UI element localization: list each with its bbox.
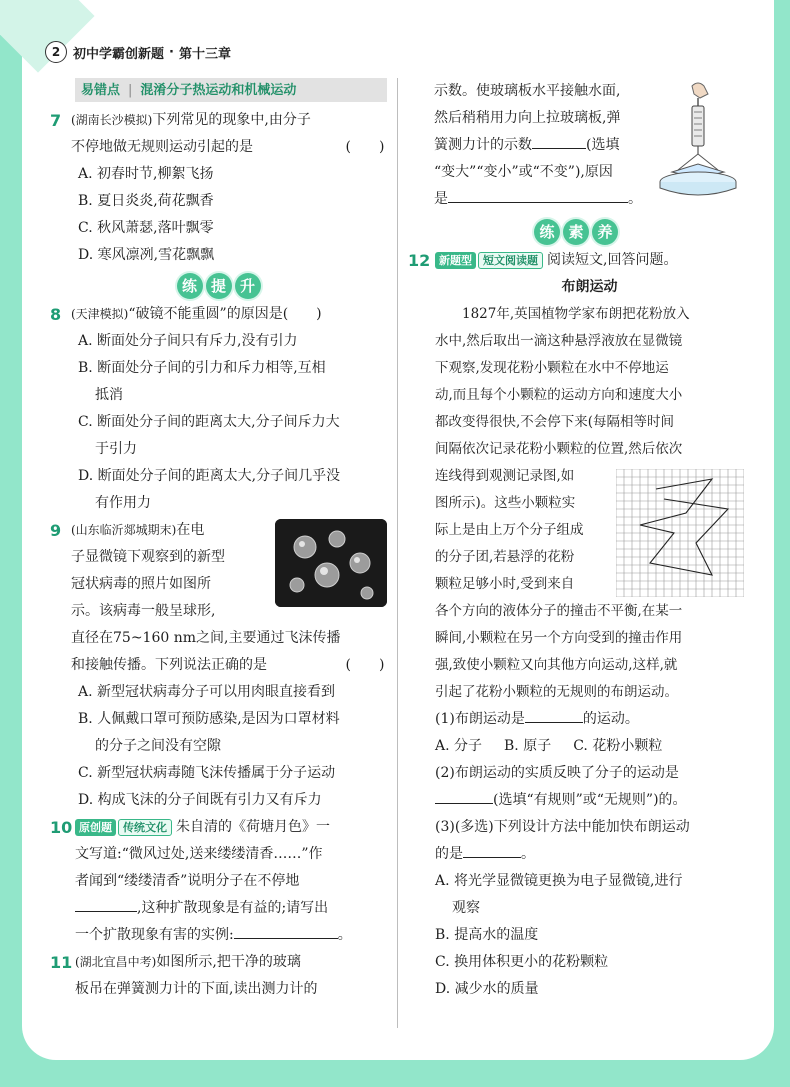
page-number: 2 (45, 41, 67, 63)
option (64, 328, 387, 355)
option-text: B. 人佩戴口罩可预防感染,是因为口罩材料 (78, 711, 340, 727)
article-line: 际上是由上万个分子组成 (435, 522, 584, 538)
right-column (408, 78, 744, 1003)
chapter-title: 第十三章 (178, 46, 231, 62)
sub-question: (2)布朗运动的实质反映了分子的运动是 (435, 765, 679, 781)
page-header (45, 41, 231, 63)
option-text-cont: 于引力 (95, 441, 137, 457)
question-number: 8 (50, 305, 62, 324)
option-text: B. 断面处分子间的引力和斥力相等,互相 (78, 360, 326, 376)
option-text-cont: 抵消 (95, 387, 123, 403)
question-10 (50, 814, 387, 949)
question-stem: 一个扩散现象有害的实例: (75, 927, 234, 943)
option: A. 初春时节,柳絮飞扬 (78, 166, 214, 182)
option: C. 花粉小颗粒 (573, 738, 663, 754)
question-stem: 不停地做无规则运动引起的是 (71, 139, 253, 155)
question-source: (山东临沂郯城期末) (71, 523, 177, 537)
sub-question: 的是 (435, 846, 463, 862)
answer-blank[interactable] (234, 922, 338, 939)
question-stem: 簧测力计的示数 (434, 137, 532, 153)
question-stem: 如图所示,把干净的玻璃 (156, 954, 301, 970)
culture-tag: 传统文化 (118, 819, 172, 836)
question-9 (50, 517, 387, 814)
article-line: 下观察,发现花粉小颗粒在水中不停地运 (435, 360, 669, 376)
article-line: 各个方向的液体分子的撞击不平衡,在某一 (435, 603, 683, 619)
section-char: 升 (235, 273, 261, 299)
question-stem: 示。该病毒一般呈球形, (71, 603, 216, 619)
question-source: (天津模拟) (71, 307, 129, 321)
sub-question: (1)布朗运动是 (435, 711, 525, 727)
option (64, 463, 387, 517)
original-tag: 原创题 (75, 819, 116, 836)
brownian-motion-grid-figure (616, 469, 744, 597)
answer-blank[interactable] (532, 132, 586, 149)
section-lian-su-yang (408, 219, 744, 245)
question-stem: 阅读短文,回答问题。 (547, 252, 678, 268)
article-line: 颗粒足够小时,受到来自 (435, 576, 575, 592)
reading-tag: 短文阅读题 (478, 252, 543, 269)
sub-question: 的运动。 (582, 711, 639, 727)
option: B. 提高水的温度 (435, 927, 539, 943)
question-number: 12 (408, 251, 431, 270)
sub-question: (3)(多选)下列设计方法中能加快布朗运动 (435, 819, 690, 835)
option (64, 679, 387, 706)
punct: 。 (337, 927, 352, 943)
question-source: (湖南长沙模拟) (71, 113, 153, 127)
option (64, 706, 387, 760)
question-stem: 在电 (176, 522, 205, 538)
question-number: 9 (50, 521, 62, 540)
question-stem: 者闻到“缕缕清香”说明分子在不停地 (75, 873, 300, 889)
question-stem: 然后稍稍用力向上拉玻璃板,弹 (434, 110, 621, 126)
option-text: A. 断面处分子间只有斥力,没有引力 (78, 333, 298, 349)
answer-blank[interactable] (435, 787, 493, 804)
section-char: 练 (534, 219, 560, 245)
question-12 (408, 247, 744, 1003)
question-11 (50, 949, 387, 1003)
book-title: 初中学霸创新题 (73, 46, 165, 62)
option-text-cont: 观察 (452, 900, 480, 916)
spring-scale-figure (652, 80, 744, 198)
section-char: 练 (177, 273, 203, 299)
question-stem: 是 (434, 191, 448, 207)
option-text: A. 将光学显微镜更换为电子显微镜,进行 (435, 873, 683, 889)
option-text: D. 断面处分子间的距离太大,分子间几乎没 (78, 468, 341, 484)
article-line: 都改变得很快,不会停下来(每隔相等时间 (435, 414, 675, 430)
question-number: 7 (50, 111, 62, 130)
article-line: 间隔依次记录花粉小颗粒的位置,然后依次 (435, 441, 683, 457)
option-text-cont: 有作用力 (95, 495, 151, 511)
option: C. 换用体积更小的花粉颗粒 (435, 954, 609, 970)
option-text-cont: 的分子之间没有空隙 (95, 738, 221, 754)
article-body (435, 301, 744, 706)
question-number: 11 (50, 953, 73, 972)
option (435, 868, 744, 922)
question-number: 10 (50, 818, 73, 837)
question-7 (50, 107, 387, 269)
question-stem: 子显微镜下观察到的新型 (71, 549, 225, 565)
option-text: C. 新型冠状病毒随飞沫传播属于分子运动 (78, 765, 336, 781)
question-stem: ,这种扩散现象是有益的;请写出 (137, 900, 329, 916)
answer-blank[interactable] (448, 186, 628, 203)
option (64, 760, 387, 787)
option (64, 355, 387, 409)
error-point-label: 易错点 (81, 82, 121, 98)
article-line: 引起了花粉小颗粒的无规则的布朗运动。 (435, 684, 678, 700)
article-line: 瞬间,小颗粒在另一个方向受到的撞击作用 (435, 630, 683, 646)
left-column (50, 78, 387, 1003)
question-stem: 直径在75~160 nm之间,主要通过飞沫传播 (71, 630, 341, 646)
article-line: 水中,然后取出一滴这种悬浮液放在显微镜 (435, 333, 683, 349)
option: A. 分子 (435, 738, 483, 754)
answer-blank[interactable] (75, 895, 137, 912)
new-type-tag: 新题型 (435, 252, 476, 269)
option (64, 409, 387, 463)
punct: 。 (521, 846, 535, 862)
article-title: 布朗运动 (561, 279, 618, 295)
question-stem: “破镜不能重圆”的原因是( ) (128, 306, 322, 322)
article-line: 动,而且每个小颗粒的运动方向和速度大小 (435, 387, 683, 403)
answer-paren: ( ) (345, 657, 385, 673)
answer-paren: ( ) (345, 139, 385, 155)
option-text: D. 构成飞沫的分子间既有引力又有斥力 (78, 792, 322, 808)
article-line: 1827年,英国植物学家布朗把花粉放入 (435, 306, 690, 322)
option-text: A. 新型冠状病毒分子可以用肉眼直接看到 (78, 684, 336, 700)
section-char: 养 (592, 219, 618, 245)
sub-question: (选填“有规则”或“无规则”)的。 (493, 792, 687, 808)
option (64, 787, 387, 814)
punct: 。 (628, 191, 642, 207)
question-stem: 和接触传播。下列说法正确的是 (71, 657, 267, 673)
question-stem: 板吊在弹簧测力计的下面,读出测力计的 (75, 981, 318, 997)
question-source: (湖北宜昌中考) (75, 955, 157, 969)
question-stem: 文写道:“微风过处,送来缕缕清香……”作 (75, 846, 323, 862)
question-8 (50, 301, 387, 517)
answer-blank[interactable] (525, 706, 583, 723)
option: B. 原子 (504, 738, 552, 754)
sub1-options (435, 733, 744, 760)
answer-blank[interactable] (463, 841, 521, 858)
option-text: C. 断面处分子间的距离太大,分子间斥力大 (78, 414, 340, 430)
question-stem: 示数。使玻璃板水平接触水面, (434, 83, 621, 99)
article-line: 连线得到观测记录图,如 (435, 468, 575, 484)
option: C. 秋风萧瑟,落叶飘零 (78, 220, 214, 236)
option: B. 夏日炎炎,荷花飘香 (78, 193, 214, 209)
article-line: 的分子团,若悬浮的花粉 (435, 549, 575, 565)
option: D. 寒风凛冽,雪花飘飘 (78, 247, 215, 263)
question-stem: 冠状病毒的照片如图所 (71, 576, 211, 592)
error-point-bar: 易错点 | 混淆分子热运动和机械运动 (75, 78, 387, 102)
option: D. 减少水的质量 (435, 981, 539, 997)
question-11-continued (408, 78, 744, 213)
section-char: 素 (563, 219, 589, 245)
article-line: 强,致使小颗粒又向其他方向运动,这样,就 (435, 657, 678, 673)
coronavirus-photo (275, 519, 387, 607)
question-stem: 朱自清的《荷塘月色》一 (176, 819, 330, 835)
section-char: 提 (206, 273, 232, 299)
article-line: 图所示)。这些小颗粒实 (435, 495, 576, 511)
column-divider (397, 78, 398, 1028)
section-lian-ti-sheng (50, 273, 387, 299)
question-stem: (选填 (586, 137, 620, 153)
header-dot: · (169, 44, 174, 60)
question-stem: “变大”“变小”或“不变”),原因 (434, 164, 613, 180)
question-stem: 下列常见的现象中,由分子 (152, 112, 311, 128)
error-point-topic: 混淆分子热运动和机械运动 (140, 82, 297, 98)
